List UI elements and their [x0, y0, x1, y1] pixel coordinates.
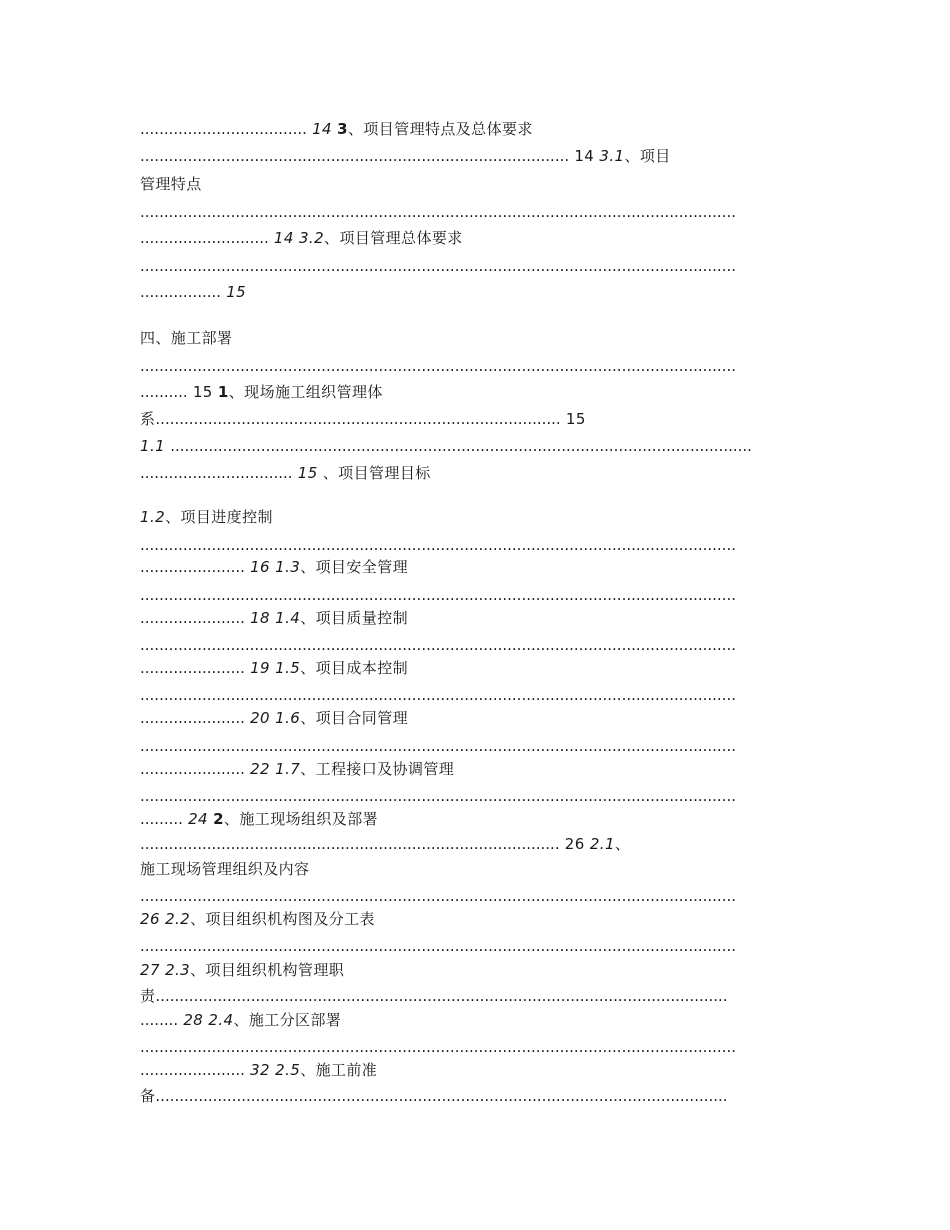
- toc-line: ................................ 15 、项目管理目标: [140, 464, 431, 482]
- page-number: 20: [250, 709, 270, 727]
- section-number: 2.3: [165, 961, 191, 979]
- toc-line: .............................................................................................................................: [140, 937, 737, 955]
- section-number: 2.2: [165, 910, 191, 928]
- section-number: 1.6: [275, 709, 301, 727]
- toc-line: ...................... 22 1.7、工程接口及协调管理: [140, 760, 455, 778]
- page-number: 16: [250, 558, 270, 576]
- page-number: 22: [250, 760, 270, 778]
- page-number: 15: [226, 283, 247, 301]
- toc-line: .............................................................................................................................: [140, 357, 737, 375]
- section-title: 、工程接口及协调管理: [300, 760, 455, 778]
- section-title: 、施工前准: [300, 1061, 378, 1079]
- section-title: 、项目合同管理: [300, 709, 409, 727]
- page-number: 14: [273, 229, 294, 247]
- page-number: 24: [188, 810, 208, 828]
- page-number: 26: [140, 910, 160, 928]
- toc-line: ................................... 14 3、项目管理特点及总体要求: [140, 120, 533, 138]
- toc-line: 备........................................................................................................................: [140, 1087, 728, 1105]
- page-number: 14: [312, 120, 332, 138]
- page-number: 15: [297, 464, 318, 482]
- toc-line: ........................... 14 3.2、项目管理总体要求: [140, 229, 463, 247]
- page-number: 26: [564, 835, 585, 853]
- toc-line: [140, 860, 810, 878]
- section-title: 、项目管理总体要求: [324, 229, 463, 247]
- toc-line: ...................... 19 1.5、项目成本控制: [140, 659, 409, 677]
- toc-line: ...................... 20 1.6、项目合同管理: [140, 709, 409, 727]
- page-number: 14: [574, 147, 595, 165]
- toc-line: 责........................................................................................................................: [140, 987, 728, 1005]
- section-title: 、现场施工组织管理体: [228, 383, 383, 401]
- section-title: 、项目进度控制: [165, 508, 273, 526]
- section-number: 1.7: [275, 760, 301, 778]
- toc-line: .......... 15 1、现场施工组织管理体: [140, 383, 383, 401]
- section-title: 、项目: [624, 147, 671, 165]
- section-number: 2.1: [589, 835, 615, 853]
- section-title: 、: [614, 835, 631, 853]
- section-number: 2.4: [208, 1011, 234, 1029]
- toc-line: .............................................................................................................................: [140, 1038, 737, 1056]
- toc-line: .............................................................................................................................: [140, 203, 737, 221]
- toc-line: .......................................................................................... 14 3.1、项目: [140, 147, 671, 165]
- toc-line: ................. 15: [140, 283, 247, 301]
- section-title: 施工现场管理组织及内容: [140, 860, 310, 878]
- toc-line: .............................................................................................................................: [140, 887, 737, 905]
- toc-line: .............................................................................................................................: [140, 636, 737, 654]
- section-number: 1.3: [275, 558, 301, 576]
- page-number: 15: [565, 410, 586, 428]
- section-number: 1.2: [140, 508, 166, 526]
- toc-heading: [140, 329, 810, 347]
- section-number: 1.5: [275, 659, 301, 677]
- toc-line: ........................................................................................ 26 2.1、: [140, 835, 631, 853]
- toc-line: [140, 961, 810, 979]
- toc-line: .............................................................................................................................: [140, 686, 737, 704]
- toc-line: ...................... 32 2.5、施工前准: [140, 1061, 378, 1079]
- section-number: 3.1: [599, 147, 625, 165]
- section-title: 、项目组织机构图及分工表: [190, 910, 375, 928]
- toc-line: [140, 175, 810, 193]
- page-number: 19: [250, 659, 270, 677]
- section-title: 、项目安全管理: [300, 558, 409, 576]
- section-number: 1: [217, 383, 229, 401]
- chapter-title: 四、施工部署: [140, 329, 233, 347]
- section-title: 、项目质量控制: [300, 609, 409, 627]
- section-number: 2.5: [275, 1061, 301, 1079]
- toc-line: .............................................................................................................................: [140, 737, 737, 755]
- section-title: 、项目管理目标: [322, 464, 431, 482]
- section-number: 3.2: [298, 229, 325, 247]
- section-title: 、施工分区部署: [233, 1011, 342, 1029]
- toc-line: .............................................................................................................................: [140, 787, 737, 805]
- section-number: 1.1: [140, 437, 166, 455]
- section-number: 1.4: [275, 609, 301, 627]
- section-title: 管理特点: [140, 175, 202, 193]
- toc-line: .............................................................................................................................: [140, 536, 737, 554]
- toc-line: 系..................................................................................... 15: [140, 410, 586, 428]
- toc-line: ......... 24 2、施工现场组织及部署: [140, 810, 379, 828]
- section-number: 2: [213, 810, 224, 828]
- toc-line: .............................................................................................................................: [140, 257, 737, 275]
- toc-line: ...................... 16 1.3、项目安全管理: [140, 558, 409, 576]
- page-number: 27: [140, 961, 160, 979]
- toc-line: ........ 28 2.4、施工分区部署: [140, 1011, 342, 1029]
- section-title: 、项目成本控制: [300, 659, 409, 677]
- toc-line: ...................... 18 1.4、项目质量控制: [140, 609, 409, 627]
- page-number: 15: [192, 383, 213, 401]
- section-number: 3: [337, 120, 348, 138]
- page-number: 18: [250, 609, 270, 627]
- toc-line: [140, 508, 810, 526]
- section-title: 、项目管理特点及总体要求: [347, 120, 533, 138]
- page-number: 32: [250, 1061, 270, 1079]
- section-title: 、项目组织机构管理职: [190, 961, 345, 979]
- section-title: 、施工现场组织及部署: [224, 810, 379, 828]
- toc-line: [140, 910, 810, 928]
- page-number: 28: [183, 1011, 204, 1029]
- toc-line: 1.1 ..........................................................................................................................: [140, 437, 752, 455]
- toc-line: .............................................................................................................................: [140, 586, 737, 604]
